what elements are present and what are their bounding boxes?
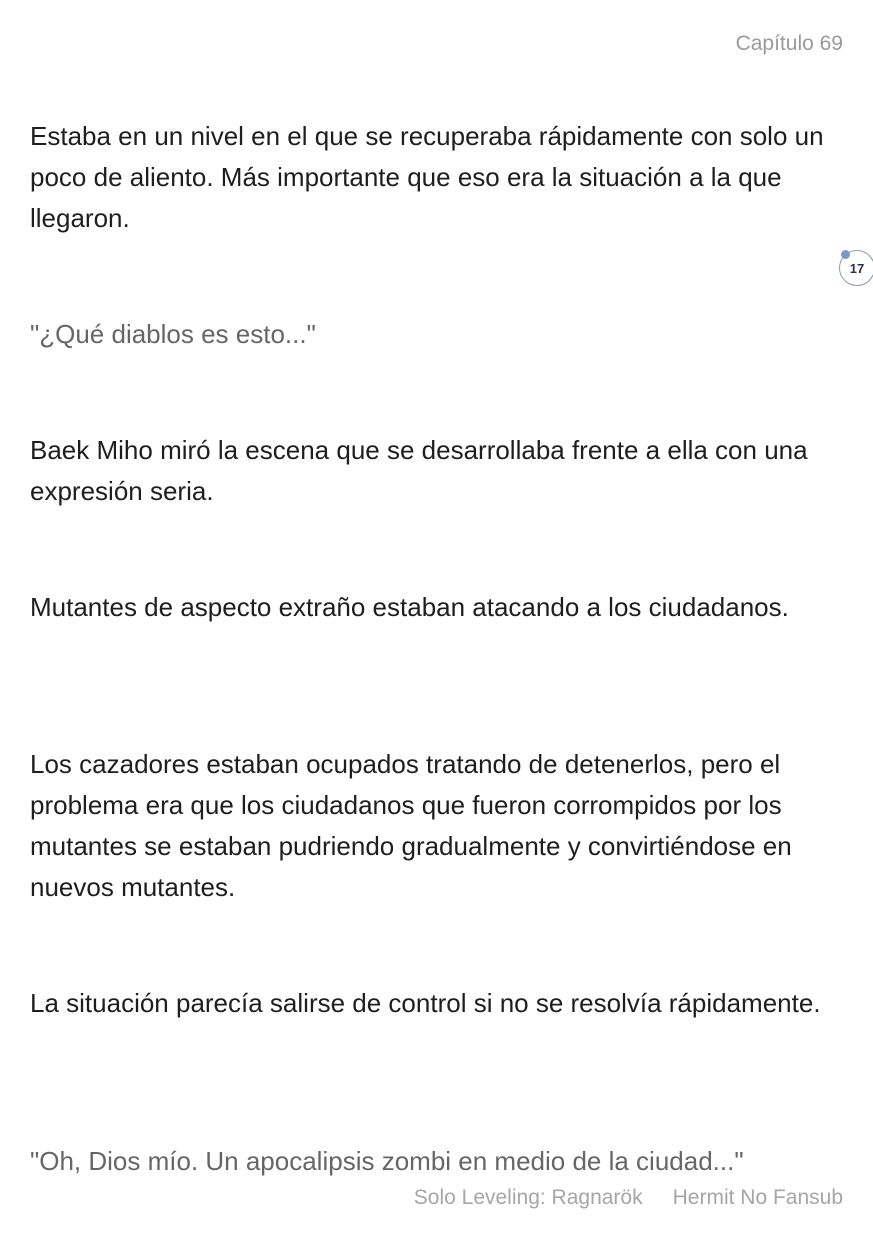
page-footer [414, 1186, 843, 1210]
translator-credit: Hermit No Fansub [672, 1186, 843, 1209]
paragraph-dialogue: "¿Qué diablos es esto..." [30, 319, 316, 349]
paragraph: La situación parecía salirse de control si no se resolvía rápidamente. [30, 988, 821, 1018]
paragraph: Estaba en un nivel en el que se recuperaba rápidamente con solo un poco de aliento. Más importante que eso era la situación a la que llegaron. [30, 121, 824, 233]
paragraph-dialogue: "Oh, Dios mío. Un apocalipsis zombi en medio de la ciudad..." [30, 1146, 744, 1176]
page-number-badge[interactable]: 17 [839, 250, 873, 286]
paragraph: Los cazadores estaban ocupados tratando de detenerlos, pero el problema era que los ciudadanos que fueron corrompidos por los mutantes se estaban pudriendo gradualmente y convirtiéndose en nuevos mutantes. [30, 749, 792, 902]
book-title: Solo Leveling: Ragnarök [413, 1186, 643, 1209]
paragraph: Mutantes de aspecto extraño estaban atacando a los ciudadanos. [30, 592, 789, 622]
chapter-title: Capítulo 69 [735, 32, 843, 55]
paragraph: Baek Miho miró la escena que se desarrollaba frente a ella con una expresión seria. [30, 435, 808, 506]
progress-dot-icon [841, 250, 850, 259]
